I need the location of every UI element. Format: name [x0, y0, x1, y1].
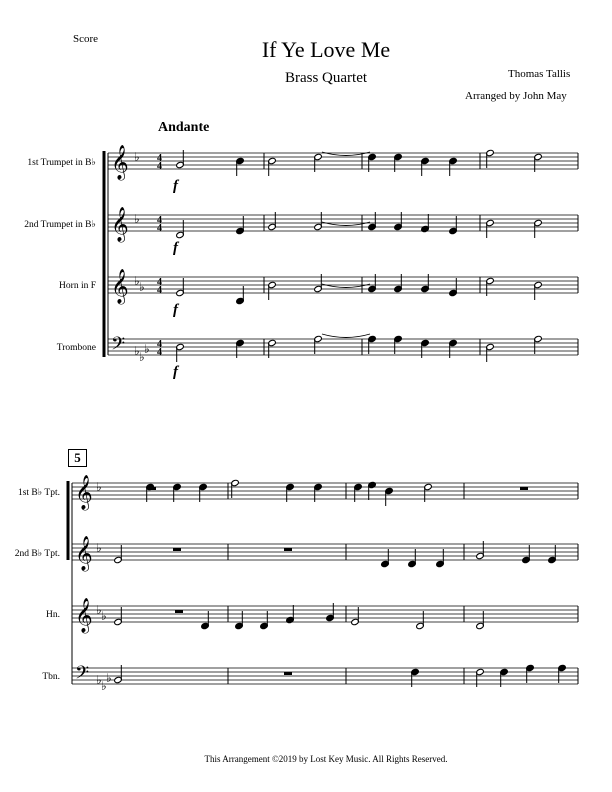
- whole-rest: [173, 548, 181, 551]
- copyright-footer: This Arrangement ©2019 by Lost Key Music. All Rights Reserved.: [204, 754, 448, 764]
- whole-rest: [148, 487, 156, 490]
- whole-rest: [284, 672, 292, 675]
- treble-clef: 𝄞: [75, 475, 93, 510]
- whole-rest: [520, 487, 528, 490]
- instrument-abbr-trumpet1: 1st B♭ Tpt.: [17, 488, 60, 498]
- treble-clef: 𝄞: [111, 269, 129, 304]
- time-sig-bottom: 4: [157, 161, 162, 172]
- dynamic-forte: f: [173, 178, 178, 194]
- flat-accidental: ♭: [139, 280, 145, 294]
- treble-clef: 𝄞: [75, 598, 93, 633]
- arranger: Arranged by John May: [465, 90, 567, 102]
- tempo-marking: Andante: [158, 120, 210, 135]
- time-sig-bottom: 4: [157, 347, 162, 358]
- piece-subtitle: Brass Quartet: [284, 70, 368, 86]
- treble-clef: 𝄞: [111, 207, 129, 242]
- piece-title: If Ye Love Me: [261, 37, 391, 62]
- flat-accidental: ♭: [144, 342, 150, 356]
- tie: [322, 152, 370, 156]
- whole-rest: [175, 610, 183, 613]
- flat-accidental: ♭: [101, 609, 107, 623]
- instrument-label-trombone: Trombone: [56, 343, 96, 353]
- flat-accidental: ♭: [106, 671, 112, 685]
- time-sig-top: 4: [157, 153, 162, 164]
- flat-accidental: ♭: [96, 673, 102, 687]
- flat-accidental: ♭: [101, 679, 107, 693]
- instrument-label-trumpet1: 1st Trumpet in B♭: [27, 158, 96, 168]
- whole-rest: [284, 548, 292, 551]
- time-sig-bottom: 4: [157, 223, 162, 234]
- flat-accidental: ♭: [96, 541, 102, 555]
- instrument-abbr-trumpet2: 2nd B♭ Tpt.: [14, 549, 60, 559]
- treble-clef: 𝄞: [75, 536, 93, 571]
- tie: [322, 334, 370, 338]
- score-label: Score: [73, 33, 99, 45]
- tie: [322, 284, 370, 288]
- dynamic-forte: f: [173, 240, 178, 256]
- time-sig-bottom: 4: [157, 285, 162, 296]
- flat-accidental: ♭: [134, 212, 140, 226]
- flat-accidental: ♭: [134, 150, 140, 164]
- bass-clef: 𝄢: [111, 334, 126, 359]
- time-sig-top: 4: [157, 339, 162, 350]
- flat-accidental: ♭: [139, 350, 145, 364]
- composer: Thomas Tallis: [508, 68, 571, 80]
- system-2: [68, 475, 578, 693]
- instrument-label-horn: Horn in F: [59, 281, 96, 291]
- tie: [322, 222, 370, 226]
- flat-accidental: ♭: [134, 344, 140, 358]
- instrument-label-trumpet2: 2nd Trumpet in B♭: [24, 220, 96, 230]
- flat-accidental: ♭: [96, 603, 102, 617]
- instrument-abbr-horn: Hn.: [46, 610, 60, 620]
- flat-accidental: ♭: [96, 480, 102, 494]
- dynamic-forte: f: [173, 302, 178, 318]
- flat-accidental: ♭: [134, 274, 140, 288]
- bass-clef: 𝄢: [75, 663, 90, 688]
- instrument-abbr-trombone: Tbn.: [42, 672, 60, 682]
- system-1: [104, 145, 578, 380]
- time-sig-top: 4: [157, 215, 162, 226]
- treble-clef: 𝄞: [111, 145, 129, 180]
- time-sig-top: 4: [157, 277, 162, 288]
- dynamic-forte: f: [173, 364, 178, 380]
- rehearsal-mark: 5: [68, 449, 87, 467]
